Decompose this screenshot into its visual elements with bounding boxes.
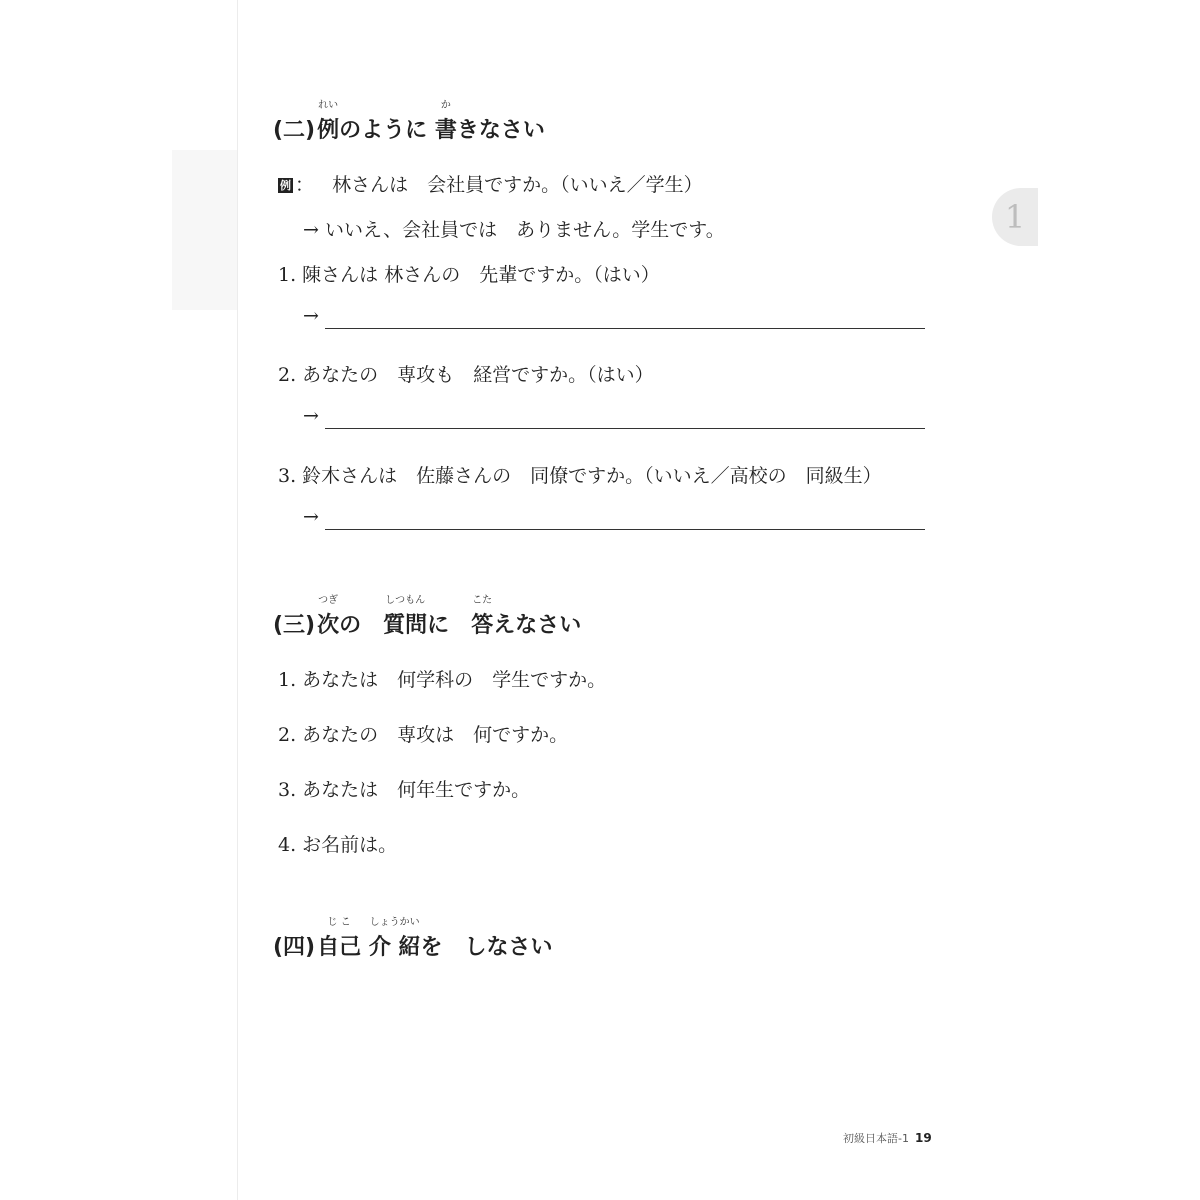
answer-line-2[interactable] [303, 405, 925, 429]
page-number: 19 [914, 1131, 932, 1145]
title-ruby-segment: 答 こた [471, 608, 493, 639]
answer-rule [325, 428, 925, 429]
furigana: れい [318, 100, 339, 111]
title-ruby-segment: 次 つぎ [317, 608, 339, 639]
furigana: こた [472, 595, 493, 606]
answer-arrow: → [303, 305, 319, 327]
exercise-item-3: 3. 鈴木さんは 佐藤さんの 同僚ですか。（いいえ／高校の 同級生） [278, 465, 882, 487]
page-footer [843, 1127, 932, 1146]
furigana: しょうかい [369, 917, 420, 928]
furigana: じ こ [327, 917, 351, 928]
title-ruby-segment: 自己 じ こ [317, 930, 361, 961]
title-ruby-segment: 質問 しつもん [383, 608, 427, 639]
section-title [317, 917, 553, 960]
answer-rule [325, 328, 925, 329]
example-colon: ： [295, 174, 315, 196]
book-title: 初級日本語-1 [843, 1132, 909, 1145]
title-text-segment [361, 935, 369, 960]
title-ruby-segment: 書 か [435, 113, 457, 144]
background-block [172, 150, 238, 310]
section-title [317, 595, 582, 638]
title-text-segment: のように [339, 118, 435, 143]
answer-arrow: → [303, 405, 319, 427]
chapter-tab: 1 [992, 188, 1038, 246]
answer-line-1[interactable] [303, 305, 925, 329]
title-ruby-segment: 例 れい [317, 113, 339, 144]
example-question-text: 林さんは 会社員ですか。（いいえ／学生） [332, 174, 703, 196]
title-text-segment: えなさい [493, 613, 582, 638]
answer-line-3[interactable] [303, 506, 925, 530]
question-item-1: 1. あなたは 何学科の 学生ですか。 [278, 669, 607, 691]
section-title [317, 100, 545, 143]
title-text-segment: の [339, 613, 384, 638]
question-item-4: 4. お名前は。 [278, 834, 398, 856]
section-heading-2 [273, 100, 545, 144]
section-number: (二) [273, 118, 316, 143]
furigana: しつもん [385, 595, 426, 606]
title-text-segment: を しなさい [420, 935, 553, 960]
example-question [278, 170, 703, 197]
title-ruby-segment: 介 紹 しょうかい [369, 930, 421, 961]
answer-arrow: → [303, 506, 319, 528]
title-text-segment: に [427, 613, 472, 638]
furigana: か [440, 100, 451, 111]
furigana: つぎ [318, 595, 339, 606]
question-item-3: 3. あなたは 何年生ですか。 [278, 779, 531, 801]
answer-rule [325, 529, 925, 530]
section-heading-4 [273, 917, 553, 961]
example-answer: → いいえ、会社員では ありません。学生です。 [303, 219, 725, 241]
title-text-segment: きなさい [456, 118, 545, 143]
section-number: (四) [273, 935, 316, 960]
example-mark-icon: 例 [280, 179, 291, 192]
section-number: (三) [273, 613, 316, 638]
exercise-item-1: 1. 陳さんは 林さんの 先輩ですか。（はい） [278, 264, 660, 286]
section-heading-3 [273, 595, 582, 639]
question-item-2: 2. あなたの 専攻は 何ですか。 [278, 724, 569, 746]
exercise-item-2: 2. あなたの 専攻も 経営ですか。（はい） [278, 364, 654, 386]
